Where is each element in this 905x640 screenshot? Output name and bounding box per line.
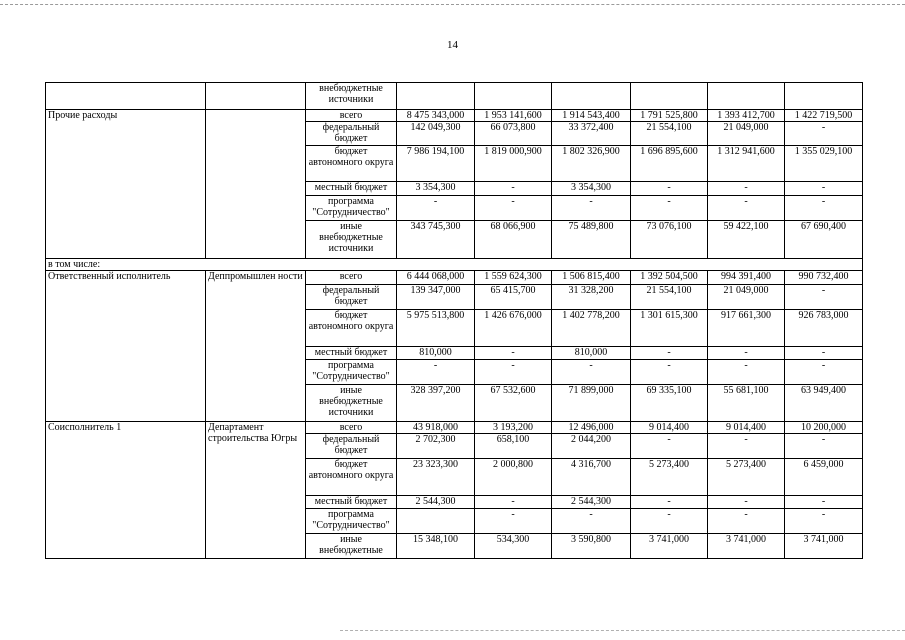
value-cell: - — [397, 196, 475, 221]
value-cell: 68 066,900 — [475, 221, 552, 259]
section-subheader: в том числе: — [46, 259, 863, 271]
value-cell: 1 422 719,500 — [785, 110, 863, 122]
value-cell: 994 391,400 — [708, 271, 785, 285]
value-cell: 21 049,000 — [708, 122, 785, 146]
value-cell: 2 544,300 — [397, 496, 475, 509]
value-cell: - — [708, 182, 785, 196]
value-cell: 2 702,300 — [397, 434, 475, 459]
value-cell: - — [631, 434, 708, 459]
source-cell: бюджет автономного округа — [306, 310, 397, 347]
value-cell: 1 559 624,300 — [475, 271, 552, 285]
value-cell: 69 335,100 — [631, 385, 708, 422]
scan-edge-top — [0, 4, 905, 5]
value-cell: 66 073,800 — [475, 122, 552, 146]
value-cell: 1 355 029,100 — [785, 146, 863, 182]
value-cell: 21 049,000 — [708, 285, 785, 310]
source-cell: федеральный бюджет — [306, 285, 397, 310]
value-cell: - — [475, 360, 552, 385]
value-cell: - — [631, 496, 708, 509]
value-cell: 3 193,200 — [475, 422, 552, 434]
value-cell: 7 986 194,100 — [397, 146, 475, 182]
source-cell: программа "Сотрудничество" — [306, 360, 397, 385]
value-cell: 9 014,400 — [708, 422, 785, 434]
value-cell: 1 301 615,300 — [631, 310, 708, 347]
value-cell: 3 741,000 — [708, 534, 785, 559]
value-cell: 55 681,100 — [708, 385, 785, 422]
value-cell: - — [708, 434, 785, 459]
value-cell: - — [552, 360, 631, 385]
value-cell: 1 402 778,200 — [552, 310, 631, 347]
value-cell: 1 791 525,800 — [631, 110, 708, 122]
value-cell — [475, 83, 552, 110]
value-cell: - — [708, 509, 785, 534]
value-cell: 2 044,200 — [552, 434, 631, 459]
value-cell: 1 312 941,600 — [708, 146, 785, 182]
value-cell: 63 949,400 — [785, 385, 863, 422]
value-cell: 73 076,100 — [631, 221, 708, 259]
value-cell — [708, 83, 785, 110]
value-cell — [397, 83, 475, 110]
value-cell: - — [785, 496, 863, 509]
value-cell: 990 732,400 — [785, 271, 863, 285]
source-cell: иные внебюджетные источники — [306, 385, 397, 422]
value-cell: 3 590,800 — [552, 534, 631, 559]
value-cell: 810,000 — [397, 347, 475, 360]
value-cell: 1 819 000,900 — [475, 146, 552, 182]
value-cell: 926 783,000 — [785, 310, 863, 347]
value-cell: - — [631, 182, 708, 196]
dept-cell — [206, 110, 306, 259]
value-cell: - — [785, 285, 863, 310]
value-cell: 4 316,700 — [552, 459, 631, 496]
value-cell: 1 953 141,600 — [475, 110, 552, 122]
value-cell: 658,100 — [475, 434, 552, 459]
source-cell: бюджет автономного округа — [306, 459, 397, 496]
value-cell: 1 392 504,500 — [631, 271, 708, 285]
value-cell — [552, 83, 631, 110]
value-cell: 21 554,100 — [631, 285, 708, 310]
value-cell: - — [785, 509, 863, 534]
source-cell: федеральный бюджет — [306, 122, 397, 146]
value-cell: 328 397,200 — [397, 385, 475, 422]
value-cell: 2 000,800 — [475, 459, 552, 496]
value-cell: 21 554,100 — [631, 122, 708, 146]
value-cell: - — [631, 360, 708, 385]
value-cell: - — [708, 360, 785, 385]
value-cell: - — [785, 182, 863, 196]
value-cell: 75 489,800 — [552, 221, 631, 259]
source-cell: всего — [306, 271, 397, 285]
value-cell: - — [631, 509, 708, 534]
value-cell: 8 475 343,000 — [397, 110, 475, 122]
page-number: 14 — [447, 39, 458, 51]
value-cell: 1 393 412,700 — [708, 110, 785, 122]
source-cell: внебюджетные источники — [306, 83, 397, 110]
source-cell: иные внебюджетные источники — [306, 221, 397, 259]
scan-edge-bottom — [340, 630, 905, 631]
value-cell: - — [785, 122, 863, 146]
source-cell: федеральный бюджет — [306, 434, 397, 459]
role-cell: Прочие расходы — [46, 110, 206, 259]
role-cell — [46, 83, 206, 110]
value-cell: 139 347,000 — [397, 285, 475, 310]
dept-cell — [206, 83, 306, 110]
value-cell: - — [475, 196, 552, 221]
value-cell: 43 918,000 — [397, 422, 475, 434]
value-cell: 67 690,400 — [785, 221, 863, 259]
value-cell — [397, 509, 475, 534]
source-cell: программа "Сотрудничество" — [306, 196, 397, 221]
value-cell: 1 426 676,000 — [475, 310, 552, 347]
source-cell: всего — [306, 422, 397, 434]
value-cell: 810,000 — [552, 347, 631, 360]
value-cell: 6 459,000 — [785, 459, 863, 496]
value-cell: 1 696 895,600 — [631, 146, 708, 182]
value-cell: 2 544,300 — [552, 496, 631, 509]
value-cell: 1 914 543,400 — [552, 110, 631, 122]
value-cell: 534,300 — [475, 534, 552, 559]
value-cell: 23 323,300 — [397, 459, 475, 496]
value-cell: 5 975 513,800 — [397, 310, 475, 347]
value-cell: - — [552, 196, 631, 221]
value-cell: 12 496,000 — [552, 422, 631, 434]
value-cell: 1 802 326,900 — [552, 146, 631, 182]
value-cell — [631, 83, 708, 110]
value-cell: 142 049,300 — [397, 122, 475, 146]
value-cell: 917 661,300 — [708, 310, 785, 347]
value-cell: 65 415,700 — [475, 285, 552, 310]
value-cell: 5 273,400 — [631, 459, 708, 496]
value-cell: 59 422,100 — [708, 221, 785, 259]
role-cell: Соисполнитель 1 — [46, 422, 206, 559]
source-cell: бюджет автономного округа — [306, 146, 397, 182]
value-cell: - — [552, 509, 631, 534]
value-cell: - — [475, 496, 552, 509]
value-cell: 71 899,000 — [552, 385, 631, 422]
value-cell: - — [631, 196, 708, 221]
source-cell: местный бюджет — [306, 182, 397, 196]
value-cell: - — [785, 347, 863, 360]
value-cell: 33 372,400 — [552, 122, 631, 146]
source-cell: программа "Сотрудничество" — [306, 509, 397, 534]
value-cell: - — [631, 347, 708, 360]
value-cell: 9 014,400 — [631, 422, 708, 434]
table-row — [46, 110, 863, 122]
value-cell: - — [708, 496, 785, 509]
source-cell: местный бюджет — [306, 496, 397, 509]
value-cell: - — [785, 434, 863, 459]
value-cell: 31 328,200 — [552, 285, 631, 310]
value-cell: 343 745,300 — [397, 221, 475, 259]
value-cell: 67 532,600 — [475, 385, 552, 422]
budget-table — [45, 82, 863, 559]
source-cell: иные внебюджетные — [306, 534, 397, 559]
value-cell: 10 200,000 — [785, 422, 863, 434]
source-cell: всего — [306, 110, 397, 122]
value-cell: - — [397, 360, 475, 385]
value-cell: 6 444 068,000 — [397, 271, 475, 285]
value-cell: - — [708, 196, 785, 221]
value-cell: 5 273,400 — [708, 459, 785, 496]
value-cell: - — [785, 196, 863, 221]
value-cell: 15 348,100 — [397, 534, 475, 559]
value-cell: - — [475, 347, 552, 360]
table-row — [46, 83, 863, 110]
value-cell: - — [785, 360, 863, 385]
value-cell: - — [475, 509, 552, 534]
value-cell: 1 506 815,400 — [552, 271, 631, 285]
value-cell: - — [708, 347, 785, 360]
value-cell: 3 354,300 — [552, 182, 631, 196]
source-cell: местный бюджет — [306, 347, 397, 360]
dept-cell: Департамент строительства Югры — [206, 422, 306, 559]
value-cell — [785, 83, 863, 110]
role-cell: Ответственный исполнитель — [46, 271, 206, 422]
value-cell: 3 354,300 — [397, 182, 475, 196]
table-row — [46, 259, 863, 271]
value-cell: 3 741,000 — [785, 534, 863, 559]
value-cell: - — [475, 182, 552, 196]
dept-cell: Деппромышлен ности — [206, 271, 306, 422]
table-row — [46, 271, 863, 285]
value-cell: 3 741,000 — [631, 534, 708, 559]
table-row — [46, 422, 863, 434]
